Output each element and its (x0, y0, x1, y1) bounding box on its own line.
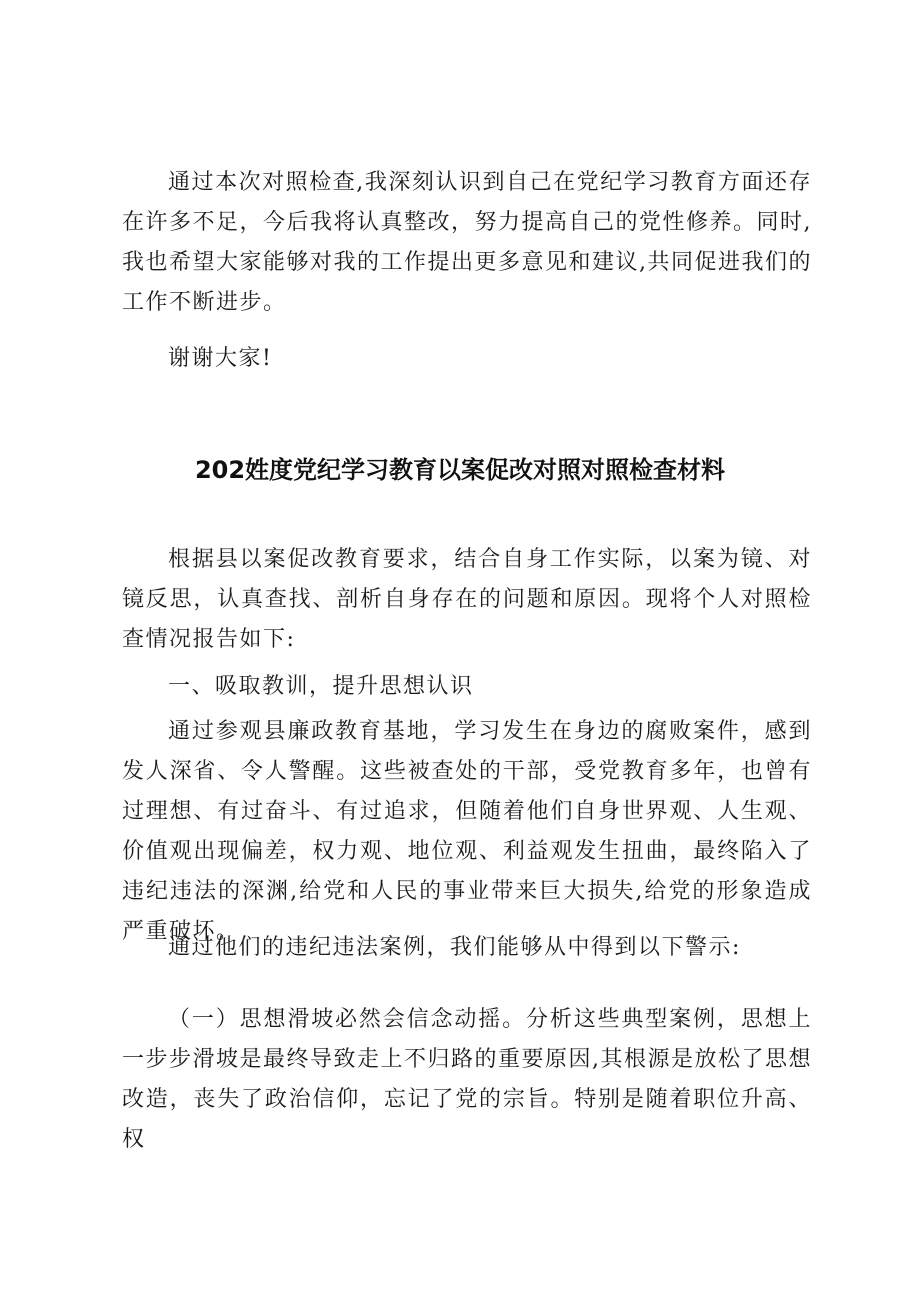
warning1-paragraph: （一）思想滑坡必然会信念动摇。分析这些典型案例，思想上一步步滑坡是最终导致走上不归路的重要原因,其根源是放松了思想改造，丧失了政治信仰，忘记了党的宗旨。特别是随着职位升高、权 (122, 1007, 812, 1152)
warning-intro: 通过他们的违纪违法案例，我们能够从中得到以下警示: (168, 935, 741, 960)
thanks-line: 谢谢大家! (168, 346, 273, 371)
section1-paragraph: 通过参观县廉政教育基地，学习发生在身边的腐败案件，感到发人深省、令人警醒。这些被查处的干部，受党教育多年，也曾有过理想、有过奋斗、有过追求，但随着他们自身世界观、人生观、价值观出现偏差，权力观、地位观、利益观发生扭曲，最终陷入了违纪违法的深渊,给党和人民的事业带来巨大损失,给党的形象造成严重破坏。 (122, 719, 812, 944)
page-title: 202姓度党纪学习教育以案促改对照对照检查材料 (194, 456, 726, 484)
section-heading-1: 一、吸取教训，提升思想认识 (168, 674, 474, 699)
intro-paragraph: 根据县以案促改教育要求，结合自身工作实际，以案为镜、对镜反思，认真查找、剖析自身存在的问题和原因。现将个人对照检查情况报告如下: (122, 547, 812, 652)
closing-paragraph: 通过本次对照检查,我深刻认识到自己在党纪学习教育方面还存在许多不足，今后我将认真整改，努力提高自己的党性修养。同时,我也希望大家能够对我的工作提出更多意见和建议,共同促进我们的工作不断进步。 (122, 170, 812, 315)
